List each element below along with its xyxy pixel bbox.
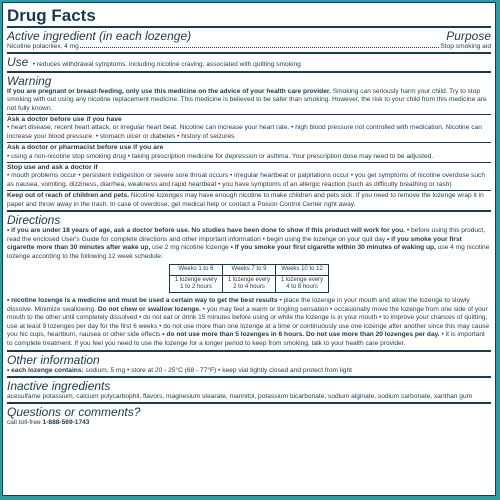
use-section — [7, 55, 491, 69]
directions-over-30-min: • if you smoke your first cigarette more than 30 minutes after wake up, — [7, 235, 462, 252]
warning-heading: Warning — [7, 73, 52, 88]
directions-within-30-min: • if you smoke your first cigarette within 30 minutes of waking up, — [230, 244, 436, 252]
questions-text — [7, 419, 491, 427]
keep-out-of-reach — [7, 192, 491, 209]
table-header-cell: Weeks 7 to 9 — [223, 265, 276, 275]
ask-pharmacist-heading: Ask a doctor or pharmacist before use if you are — [7, 144, 164, 152]
inactive-ingredients-heading: Inactive ingredients — [7, 379, 111, 394]
directions-text: use 2 mg nicotine lozenge — [150, 244, 231, 252]
other-information-body: sodium, 5 mg • store at 20 - 25°C (68 - 77°F) • keep vial tightly closed and protect from light — [83, 366, 352, 374]
drug-facts-panel — [2, 2, 496, 496]
directions-text: • you may feel a warm or tingling sensation • occasionally move the lozenge from one side of your mouth to the other until completely dissolved • do not eat or drink 15 minutes before using or while the lozenge is in your mouth • to improve your chances of quitting, use at least 9 lozenges per day for the first 6 weeks • do not use more than one lozenge at a time or continuously use one lozenge after another since this may cause you hic cups, heartburn, nausea or other side effects — [7, 305, 490, 339]
inactive-ingredients-text: acesulfame potassium, calcium polycarbophil, flavors, magnesium stearate, mannitol, potassium bicarbonate, sodium alginate, sodium carbonate, xanthan gum — [7, 393, 473, 401]
directions-max-dose: • do not use more than 5 lozenges in 6 hours. Do not use more than 20 lozenges per day. — [162, 331, 440, 339]
keep-out-of-reach-text: Nicotine lozenges may have enough nicotine to make children and pets sick. If you need to remove the lozenge wrap it in paper and throw away in the trash. In case of overdose, get medical help or contact a Poison Control Center right away. — [7, 192, 484, 208]
divider — [7, 210, 491, 212]
other-information-text — [7, 367, 491, 375]
divider — [7, 350, 491, 352]
ingredient-name: Nicotine polacrilex, 4 mg — [7, 43, 79, 50]
questions-call-label: call toll-free — [7, 419, 43, 427]
table-cell: 1 lozenge every 2 to 4 hours — [223, 275, 276, 292]
divider — [7, 52, 491, 54]
active-ingredient-header — [7, 29, 491, 43]
active-ingredient-row — [7, 43, 491, 51]
table-row — [170, 275, 329, 292]
directions-age-warning: • if you are under 18 years of age, ask a doctor before use. No studies have been done to show if this product will work for you. — [7, 227, 406, 235]
directions-medicine-note: • nicotine lozenge is a medicine and must be used a certain way to get the best results — [7, 297, 278, 305]
table-header-cell: Weeks 1 to 6 — [170, 265, 223, 275]
divider — [7, 71, 491, 73]
stop-use-heading: Stop use and ask a doctor if — [7, 164, 98, 172]
table-cell: 1 lozenge every 4 to 8 hours — [276, 275, 329, 292]
lozenge-contents-label: • each lozenge contains: — [7, 366, 84, 374]
divider — [7, 162, 491, 163]
pregnancy-warning-text: Smoking can seriously harm your child. Try to stop smoking with out using any nicotine replacement medicine. This medicine is believed to be safer than smoking. However, the risk to your child from this medicine are not fully known. — [7, 87, 487, 112]
directions-text: • it is important to complete treatment. If you feel you need to use the lozenge for a longer period to keep from smoking, talk to your health care provider. — [7, 331, 485, 348]
table-cell: 1 lozenge every 1 to 2 hours — [170, 275, 223, 292]
active-ingredient-heading: Active ingredient (in each lozenge) — [7, 29, 192, 43]
divider — [7, 142, 491, 143]
table-header-cell: Weeks 10 to 12 — [276, 265, 329, 275]
dosing-schedule-table — [169, 264, 329, 293]
use-heading: Use — [7, 55, 29, 70]
divider — [7, 402, 491, 404]
directions-text: • place the lozenge in your mouth and allow the lozenge to slowly dissolve. Minimize swallowing. — [7, 297, 470, 313]
directions-text: use 4 mg nicotine lozenge according to the following 12 week schedule: — [7, 244, 490, 260]
directions-no-chew: Do not chew or swallow lozenge. — [97, 305, 201, 313]
ask-pharmacist-text: • using a non-nicotine stop smoking drug • taking prescription medicine for depression or asthma. Your prescription dose may need to be adjusted. — [7, 152, 434, 160]
directions-intro — [7, 227, 491, 261]
pregnancy-warning — [7, 88, 491, 113]
ask-doctor-heading: Ask a doctor before use if you have — [7, 116, 122, 124]
divider — [7, 26, 491, 28]
divider — [7, 190, 491, 191]
phone-number[interactable]: 1-888-569-1743 — [42, 419, 90, 427]
drug-facts-title: Drug Facts — [7, 6, 96, 25]
pregnancy-warning-bold: If you are pregnant or breast-feeding, only use this medicine on the advice of your health care provider. — [7, 87, 331, 95]
directions-heading: Directions — [7, 213, 61, 228]
other-information-heading: Other information — [7, 352, 100, 367]
divider — [7, 376, 491, 378]
ask-doctor-text: • heart disease, recent heart attack, or irregular heart beat. Nicotine can increase your heart rate. • high blood pressure not controlled with medication. Nicotine can increase your blood pressure. • stomach ulcer or diabetes • history of seizures — [7, 124, 482, 140]
table-row — [170, 265, 329, 275]
questions-heading: Questions or comments? — [7, 405, 141, 420]
directions-text: • before using this product, read the enclosed User's Guide for complete directions and other important information • begin using the lozenge on your quit day — [7, 227, 486, 243]
ingredient-purpose: Stop smoking aid — [440, 43, 491, 50]
purpose-heading: Purpose — [446, 29, 491, 43]
stop-use-text: • mouth problems occur • persistent indigestion or severe sore throat occurs • irregular heartbeat or palpitations occur • you get symptoms of nicotine overdose such as nausea, vomiting, dizziness, diarrhea, weakness and rapid heartbeat • you have symptoms of an allergic reaction (such as difficulty breathing or rash) — [7, 172, 485, 188]
directions-usage — [7, 297, 491, 349]
dot-leader — [80, 47, 440, 48]
keep-out-of-reach-bold: Keep out of reach of children and pets. — [7, 192, 130, 200]
use-text: • reduces withdrawal symptoms, including nicotine craving, associated with quitting smoking — [32, 61, 301, 69]
divider — [7, 114, 491, 115]
